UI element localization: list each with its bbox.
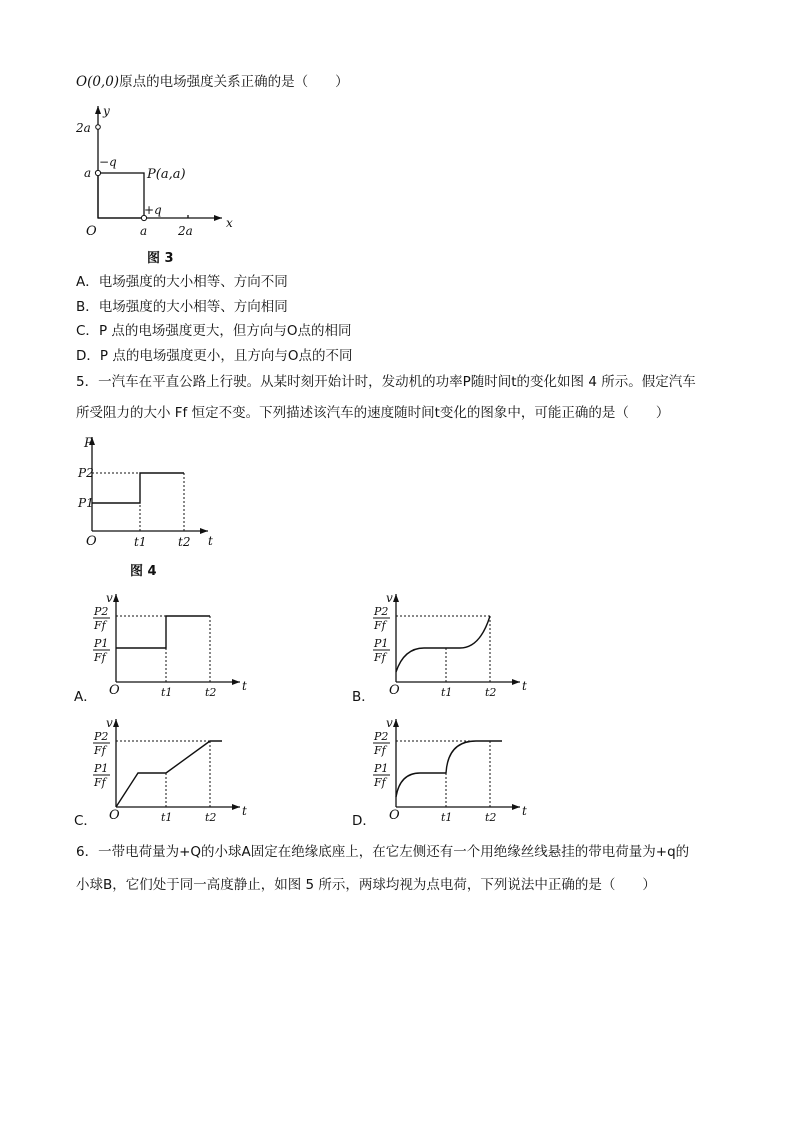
option-letter: A． [76, 274, 99, 290]
fig3-point-label: P(a,a) [147, 167, 186, 182]
p2-over-ff-num: P2 [94, 730, 109, 743]
q4-option-d [76, 347, 352, 365]
option-graph-a [90, 590, 270, 700]
fig3-ytick-2a: 2a [76, 121, 91, 135]
figure-4 [72, 435, 232, 585]
option-text: P 点的电场强度更小，且方向与O点的不同 [99, 348, 353, 364]
q6-line-2: 小球B，它们处于同一高度静止，如图 5 所示，两球均视为点电荷，下列说法中正确的是（ ） [76, 877, 656, 893]
q5-option-d-label: D． [352, 813, 376, 829]
p2-over-ff-num: P2 [374, 605, 389, 618]
t2-tick: t2 [485, 686, 497, 699]
fig3-2a-marker [96, 125, 101, 130]
t2-tick: t2 [485, 811, 497, 824]
v-axis-label: v [386, 591, 393, 605]
q4-tail-line [76, 73, 349, 91]
fig3-charge-neg [95, 170, 100, 175]
q4-option-a [76, 273, 288, 291]
option-graph-c [90, 715, 270, 825]
p2-over-ff-num: P2 [374, 730, 389, 743]
fig4-ytick-p2 [77, 466, 94, 480]
p2-over-ff-den: Ff [374, 744, 386, 757]
velocity-curve [116, 741, 222, 807]
option-graph-b [370, 590, 550, 700]
q6-line-1: 6．一带电荷量为+Q的小球A固定在绝缘底座上，在它左侧还有一个用绝缘丝线悬挂的带电荷量为+q的 [76, 844, 690, 860]
fig3-origin: O [86, 224, 97, 239]
fig3-x-label: x [226, 216, 233, 230]
fig4-xtick-t1: t1 [134, 535, 147, 549]
t-axis-label: t [522, 679, 527, 693]
option-text: 电场强度的大小相等、方向不同 [98, 274, 288, 290]
y-axis-arrow [113, 594, 119, 602]
origin-label: O [389, 808, 400, 823]
option-graph-d [370, 715, 550, 825]
fig3-caption: 图 3 [147, 251, 174, 266]
fig4-y-label: P [84, 436, 93, 451]
t2-tick: t2 [205, 811, 217, 824]
velocity-curve [116, 616, 210, 648]
q5-line-2: 所受阻力的大小 Ff 恒定不变。下列描述该汽车的速度随时间t变化的图象中，可能正确的是（ ） [76, 405, 670, 421]
q4-option-b [76, 298, 288, 316]
t-axis-label: t [242, 679, 247, 693]
fig4-power-curve [92, 473, 184, 503]
q5-option-a-label: A． [74, 689, 97, 705]
v-axis-label: v [106, 591, 113, 605]
tick-text: P2 [78, 466, 94, 480]
t1-tick: t1 [441, 686, 453, 699]
y-axis-arrow [113, 719, 119, 727]
option-text: P 点的电场强度更大，但方向与O点的相同 [98, 323, 352, 339]
fig4-ytick-p1 [77, 496, 94, 510]
fig3-xtick-2a: 2a [178, 224, 193, 238]
fig4-caption: 图 4 [130, 564, 157, 579]
p2-over-ff-den: Ff [94, 744, 106, 757]
fig3-square [98, 173, 144, 218]
option-text: 电场强度的大小相等、方向相同 [98, 299, 288, 315]
t1-tick: t1 [161, 811, 173, 824]
p1-over-ff-den: Ff [94, 776, 106, 789]
fig4-x-label: t [208, 534, 213, 548]
t1-tick: t1 [441, 811, 453, 824]
t-axis-label: t [522, 804, 527, 818]
origin-label: O [389, 683, 400, 698]
p1-over-ff-den: Ff [374, 776, 386, 789]
p1-over-ff-num: P1 [94, 637, 109, 650]
fig3-ytick-a: a [84, 166, 92, 180]
p1-over-ff-num: P1 [374, 762, 389, 775]
fig4-xtick-t2: t2 [178, 535, 191, 549]
q5-option-c-label: C． [74, 813, 97, 829]
fig3-y-label: y [103, 104, 110, 118]
x-axis-arrow [512, 679, 520, 685]
velocity-curve [396, 616, 490, 672]
y-axis-arrow [393, 594, 399, 602]
velocity-curve [396, 741, 502, 797]
p2-over-ff-num: P2 [94, 605, 109, 618]
q5-option-b-label: B． [352, 689, 375, 705]
option-letter: D． [76, 348, 100, 364]
x-axis-arrow [512, 804, 520, 810]
p2-over-ff-den: Ff [374, 619, 386, 632]
v-axis-label: v [386, 716, 393, 730]
fig4-origin: O [86, 534, 97, 549]
tick-text: P1 [78, 496, 94, 510]
p2-over-ff-den: Ff [94, 619, 106, 632]
t2-tick: t2 [205, 686, 217, 699]
origin-label: O [109, 683, 120, 698]
option-letter: C． [76, 323, 99, 339]
p1-over-ff-num: P1 [374, 637, 389, 650]
figure-3 [70, 100, 240, 270]
v-axis-label: v [106, 716, 113, 730]
q4-origin-expr: O(0,0) [76, 74, 120, 90]
option-letter: B． [76, 299, 99, 315]
fig3-pos-charge: +q [144, 203, 162, 217]
origin-label: O [109, 808, 120, 823]
p1-over-ff-den: Ff [94, 651, 106, 664]
t-axis-label: t [242, 804, 247, 818]
fig3-neg-charge: −q [99, 155, 117, 169]
t1-tick: t1 [161, 686, 173, 699]
x-axis-arrow [232, 679, 240, 685]
x-axis-arrow [232, 804, 240, 810]
q4-tail-text: 原点的电场强度关系正确的是（ ） [119, 74, 349, 90]
p1-over-ff-num: P1 [94, 762, 109, 775]
q4-option-c [76, 322, 352, 340]
y-axis-arrow [393, 719, 399, 727]
fig3-xtick-a: a [140, 224, 148, 238]
q5-line-1: 5．一汽车在平直公路上行驶。从某时刻开始计时，发动机的功率P随时间t的变化如图 4 所示。假定汽车 [76, 374, 696, 390]
p1-over-ff-den: Ff [374, 651, 386, 664]
